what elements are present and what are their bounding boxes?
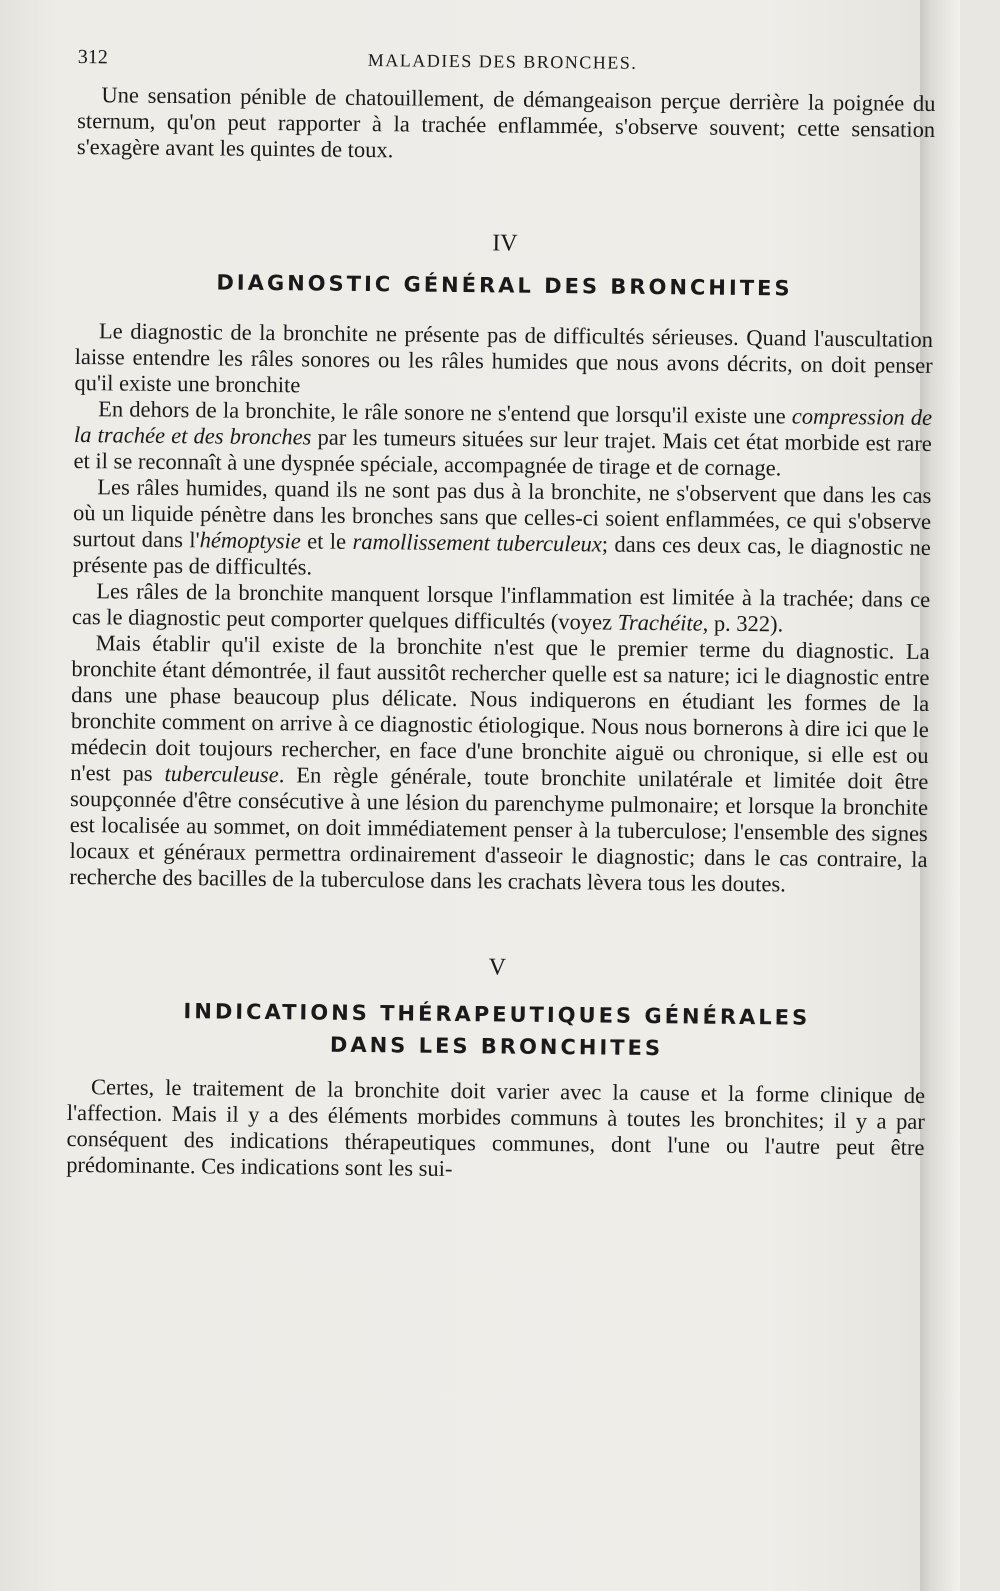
section-v-title-line-1: INDICATIONS THÉRAPEUTIQUES GÉNÉRALES bbox=[183, 999, 811, 1030]
section-iv-paragraph-1: Le diagnostic de la bronchite ne présente pas de difficultés sérieuses. Quand l'auscultation laisse entendre les râles sonores ou les râles humides que nous avons décrits, on doit penser qu'il existe une bronchite bbox=[74, 318, 934, 398]
paragraph-text: . En règle générale, toute bronchite unilatérale et limitée doit être soupçonnée d'être consécutive à une lésion du parenchyme pulmonaire; et lorsque la bronchite est localisée au sommet, on doit immédiatement penser à la tuberculose; l'ensemble des signes locaux et généraux permettra ordinairement d'asseoir le diagnostic; dans le cas contraire, la recherche des bacilles de la tuberculose dans les crachats lèvera tous les doutes. bbox=[69, 762, 929, 897]
paragraph-text: , p. 322). bbox=[702, 610, 784, 637]
paragraph-text: Les râles de la bronchite manquent lorsque l'inflammation est limitée à la trachée; dans ce cas le diagnostic peut comporter quelques difficultés (voyez bbox=[71, 578, 931, 635]
emphasis-text: Trachéite bbox=[617, 609, 703, 636]
paragraph-text: Mais établir qu'il existe de la bronchite n'est que le premier terme du diagnostic. La bronchite étant démontrée, il faut aussitôt rechercher quelle est sa nature; ici le diagnostic entre dans une phase beaucoup plus délicate. Nous indiquerons en étudiant les formes de la bronchite comment on arrive à ce diagnostic étiologique. Nous nous bornerons à dire ici que le médecin doit toujours rechercher, en face d'une bronchite aiguë ou chronique, si elle est ou n'est pas bbox=[70, 630, 930, 786]
paragraph-text: Les râles humides, quand ils ne sont pas dus à la bronchite, ne s'observent que dans les cas où un liquide pénètre dans les bronches sans que celles-ci soient enflammées, ce qui s'observe surtout dans l' bbox=[72, 474, 932, 553]
section-iv-paragraph-4 bbox=[72, 578, 930, 639]
running-head: MALADIES DES BRONCHES. bbox=[367, 50, 638, 73]
section-iv-number: IV bbox=[492, 230, 518, 257]
emphasis-text: tuberculeuse bbox=[164, 760, 279, 788]
emphasis-text: compression de la trachée et des bronches bbox=[73, 403, 933, 450]
section-v-number: V bbox=[488, 954, 507, 981]
section-iv-paragraph-3 bbox=[72, 474, 931, 587]
section-iv-paragraph-2 bbox=[73, 396, 932, 483]
page-content bbox=[66, 44, 936, 1187]
section-v-title-line-2: DANS LES BRONCHITES bbox=[329, 1032, 664, 1061]
paragraph-text: et le bbox=[300, 528, 353, 554]
emphasis-text: hémoptysie bbox=[199, 527, 302, 554]
section-iv-paragraph-5 bbox=[69, 630, 930, 899]
paragraph-text: par les tumeurs situées sur leur trajet. Mais cet état morbide est rare et il se reconnaît à une dyspnée spéciale, accompagnée de tirage et de cornage. bbox=[73, 424, 932, 481]
section-iv-title: DIAGNOSTIC GÉNÉRAL DES BRONCHITES bbox=[216, 270, 793, 301]
emphasis-text: ramollissement tuberculeux bbox=[352, 528, 602, 557]
section-v-title bbox=[67, 994, 926, 1067]
paragraph-text: En dehors de la bronchite, le râle sonore ne s'entend que lorsqu'il existe une bbox=[98, 396, 792, 429]
intro-paragraph: Une sensation pénible de chatouillement, de démangeaison perçue derrière la poignée du sternum, qu'on peut rapporter à la trachée enflammée, s'observe souvent; cette sensation s'exagère avant les quintes de toux. bbox=[76, 82, 936, 163]
page-number: 312 bbox=[77, 45, 108, 69]
paragraph-text: ; dans ces deux cas, le diagnostic ne présente pas de difficultés. bbox=[72, 531, 931, 580]
section-v-paragraph-1: Certes, le traitement de la bronchite doit varier avec la cause et la forme clinique de l'affection. Mais il y a des éléments morbides communs à toutes les bronchites; il y a par conséquent des indications thérapeutiques communes, dont l'une ou l'autre peut être prédominante. Ces indications sont les sui- bbox=[66, 1074, 926, 1181]
